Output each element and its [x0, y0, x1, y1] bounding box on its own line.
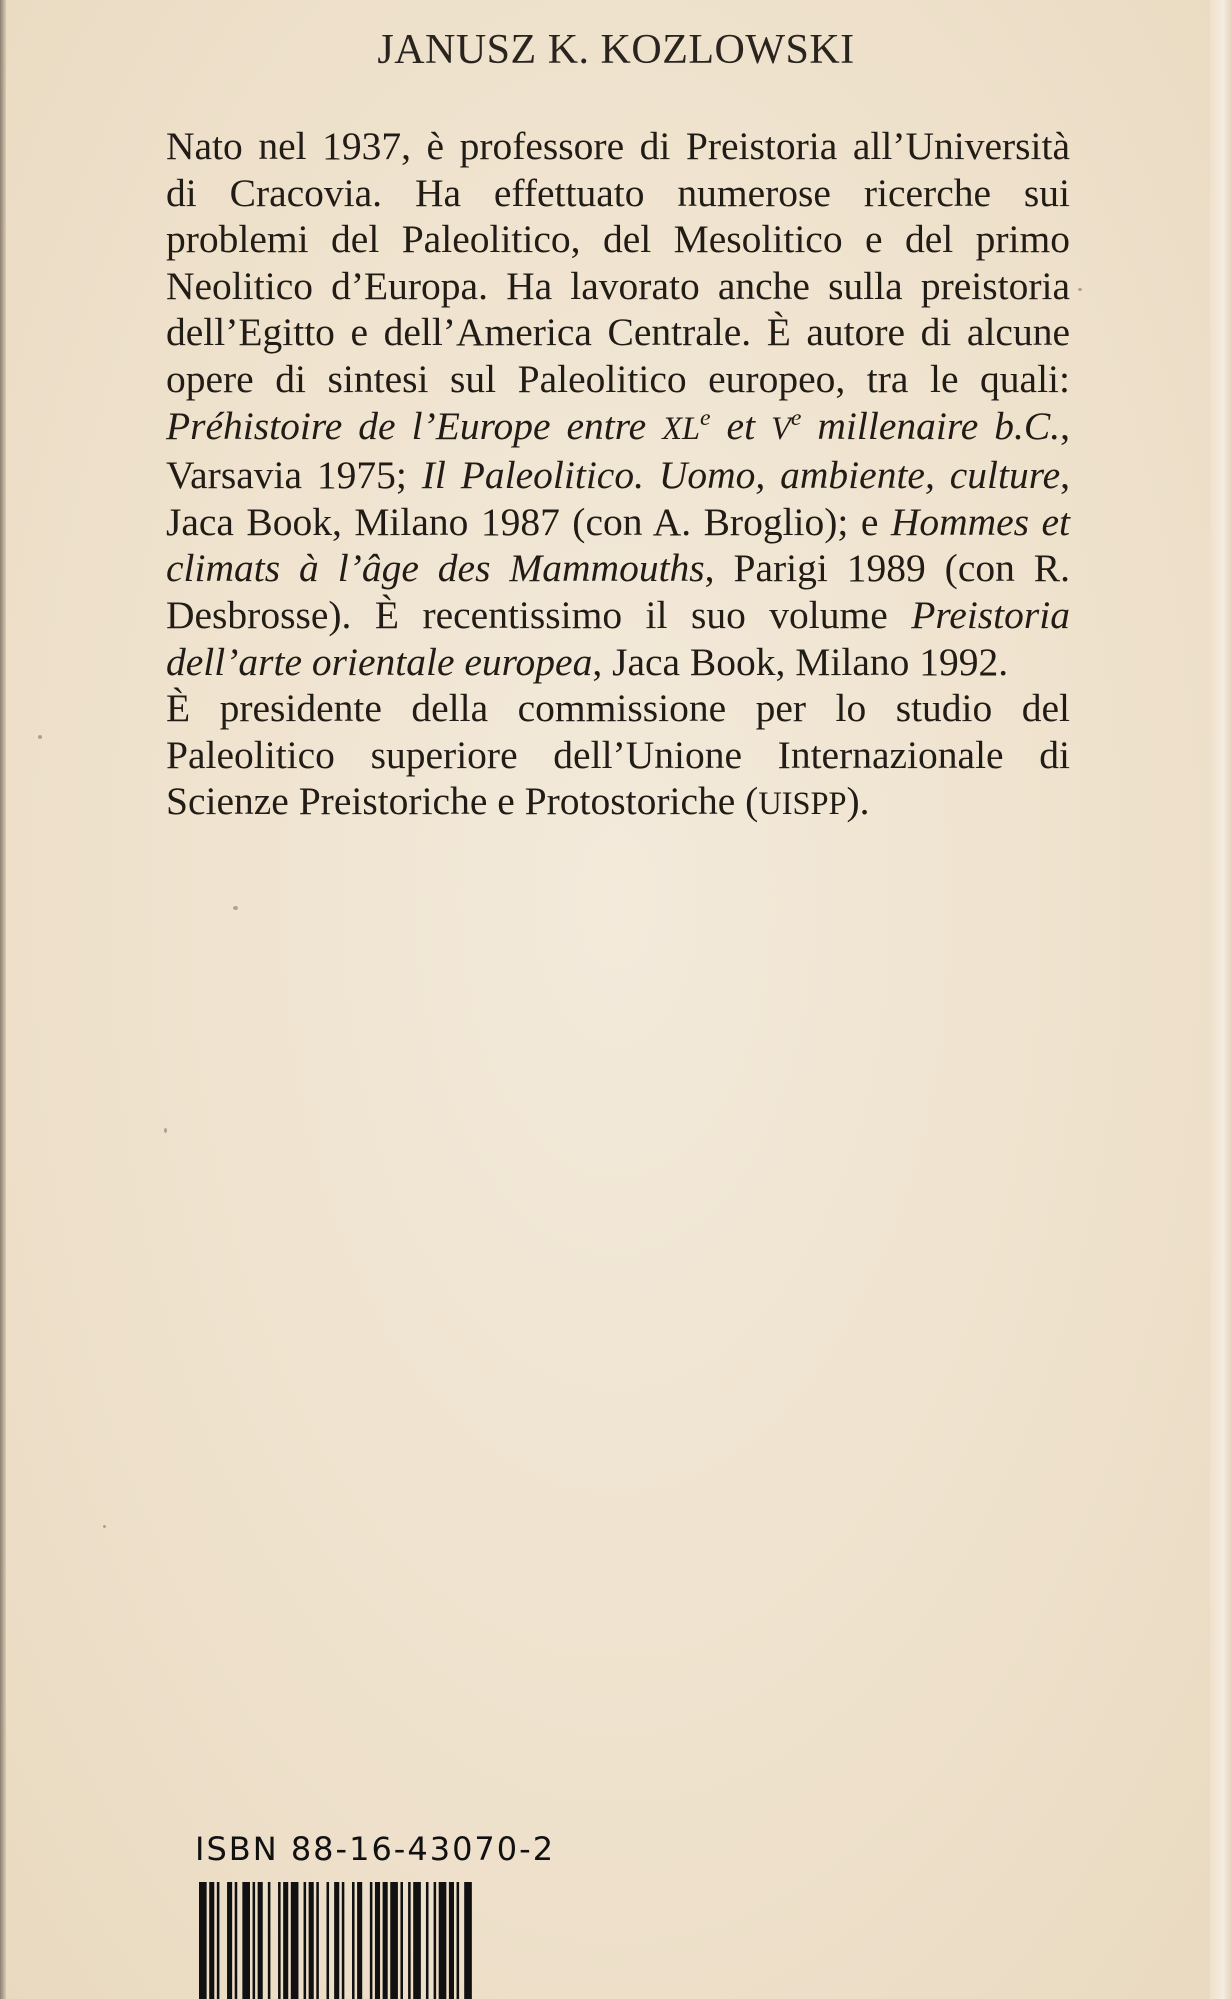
barcode-bar [370, 1882, 373, 1999]
barcode-bar [253, 1882, 256, 1999]
barcode-bar [457, 1882, 460, 1999]
bio-text: , Jaca Book, Milano 1992. [592, 639, 1009, 684]
barcode-bar [426, 1882, 429, 1999]
paper-speck [103, 1525, 106, 1528]
barcode-bar [268, 1882, 271, 1999]
barcode-bar [217, 1882, 220, 1999]
spine-shadow [0, 0, 6, 1999]
barcode-bar [449, 1882, 454, 1999]
bio-paragraph-2 [166, 685, 1070, 828]
book-title: Hommes et climats à l’âge des Mammouths [166, 499, 1070, 591]
barcode-bar [316, 1882, 319, 1999]
paper-speck [1078, 288, 1082, 291]
paper-speck [38, 735, 42, 739]
barcode-bar [390, 1882, 398, 1999]
barcode-bar [258, 1882, 263, 1999]
barcode-bar [209, 1882, 214, 1999]
barcode-bar [400, 1882, 403, 1999]
organization-abbreviation: UISPP [758, 786, 847, 823]
book-title: Preistoria dell’arte orientale europea [166, 592, 1070, 684]
bio-text: , Jaca Book, Milano 1987 (con A. Broglio); e [166, 453, 1071, 544]
bio-paragraph-1 [166, 123, 1070, 685]
bio-text: È presidente della commissione per lo studio del Paleolitico superiore dell’Unione Internazionale di Scienze Preistoriche e Protostoriche ( [166, 686, 1070, 824]
barcode-bar [278, 1882, 281, 1999]
barcode-bar [291, 1882, 299, 1999]
barcode-bar [334, 1882, 339, 1999]
barcode-bar [242, 1882, 250, 1999]
barcode-bar [283, 1882, 288, 1999]
paper-speck [233, 906, 238, 910]
barcode-bar [235, 1882, 238, 1999]
book-title: Préhistoire de l’Europe entre XLe et Ve millenaire b.C. [166, 403, 1061, 448]
barcode-bar [227, 1882, 232, 1999]
author-name: JANUSZ K. KOZLOWSKI [377, 27, 855, 73]
barcode [199, 1882, 553, 1999]
page-edge [1210, 0, 1232, 1999]
book-title: Il Paleolitico. Uomo, ambiente, culture [421, 453, 1061, 498]
barcode-bar [327, 1882, 330, 1999]
bio-text: ). [846, 779, 870, 824]
barcode-bar [383, 1882, 388, 1999]
bio-text: , Parigi 1989 (con R. Desbrosse). È recentissimo il suo volume [166, 546, 1071, 637]
barcode-bar [199, 1882, 207, 1999]
barcode-bar [408, 1882, 411, 1999]
bio-text: , Varsavia 1975; [166, 403, 1070, 498]
barcode-bar [342, 1882, 345, 1999]
author-biography [166, 123, 1070, 828]
barcode-bar [413, 1882, 421, 1999]
barcode-bar [375, 1882, 380, 1999]
barcode-bar [464, 1882, 472, 1999]
barcode-bar [434, 1882, 437, 1999]
paper-speck [164, 1128, 167, 1133]
barcode-bar [352, 1882, 355, 1999]
barcode-bar [304, 1882, 307, 1999]
barcode-bar [439, 1882, 447, 1999]
isbn-number: ISBN 88-16-43070-2 [195, 1830, 556, 1868]
barcode-bar [357, 1882, 362, 1999]
barcode-bar [309, 1882, 314, 1999]
bio-text: Nato nel 1937, è professore di Preistoria all’Università di Cracovia. Ha effettuato numerose ricerche sui problemi del Paleolitico, del Mesolitico e del primo Neolitico d’Europa. Ha lavorato anche sulla preistoria dell’Egitto e dell’America Centrale. È autore di alcune opere di sintesi sul Paleolitico europeo, tra le quali: [166, 124, 1070, 401]
